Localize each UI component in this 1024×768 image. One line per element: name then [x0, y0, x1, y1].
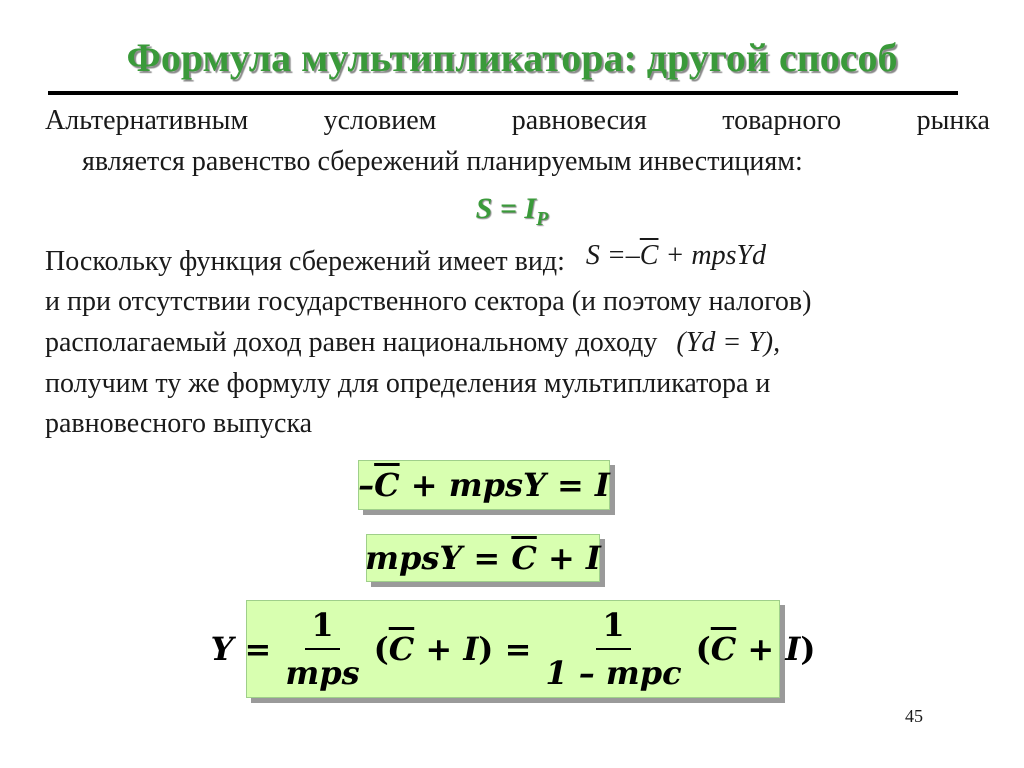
income-equation: (Yd = Y),	[676, 327, 781, 358]
formula-line: получим ту же формулу для определения мультипликатора и	[45, 368, 771, 399]
equilibrium-lhs: S = I	[475, 192, 537, 225]
equilibrium-subscript: P	[536, 208, 549, 230]
savings-line	[45, 240, 767, 278]
income-text: располагаемый доход равен национальному доходу	[45, 327, 658, 358]
output-line: равновесного выпуска	[45, 408, 313, 439]
page-number: 45	[905, 706, 923, 726]
equilibrium-condition	[0, 192, 1024, 231]
formula-box-2: mpsY = $\overline{C}$ + I	[366, 534, 600, 582]
income-line	[45, 327, 780, 359]
title-divider	[48, 91, 958, 95]
intro-word: рынка	[916, 105, 990, 136]
formula-box-1: – $\overline{C}$ + mpsY = I	[358, 460, 610, 510]
intro-line-2: является равенство сбережений планируемым инвестициям:	[82, 146, 803, 177]
intro-word: равновесия	[511, 105, 647, 136]
savings-text: Поскольку функция сбережений имеет вид:	[45, 246, 565, 277]
intro-line-1	[45, 105, 990, 137]
fraction-mps: $\frac{1}{\text{mps}}$	[285, 606, 360, 692]
gov-sector-line: и при отсутствии государственного сектора (и поэтому налогов)	[45, 286, 812, 317]
formula-box-3: Y = $\frac{1}{\text{mps}}$ ( $\overline{C}$ + I ) = $\frac{1}{\text{1 – mpc}}$ ( $\overline{C}$ + I )	[246, 600, 780, 698]
intro-word: условием	[323, 105, 437, 136]
slide-title: Формула мультипликатора: другой способ	[126, 35, 898, 80]
intro-word: товарного	[722, 105, 842, 136]
intro-word: Альтернативным	[45, 105, 249, 136]
savings-formula: $S =-\overline{C}$ + mpsYd	[585, 240, 767, 271]
fraction-mpc: $\frac{1}{\text{1 – mpc}}$	[545, 606, 682, 692]
